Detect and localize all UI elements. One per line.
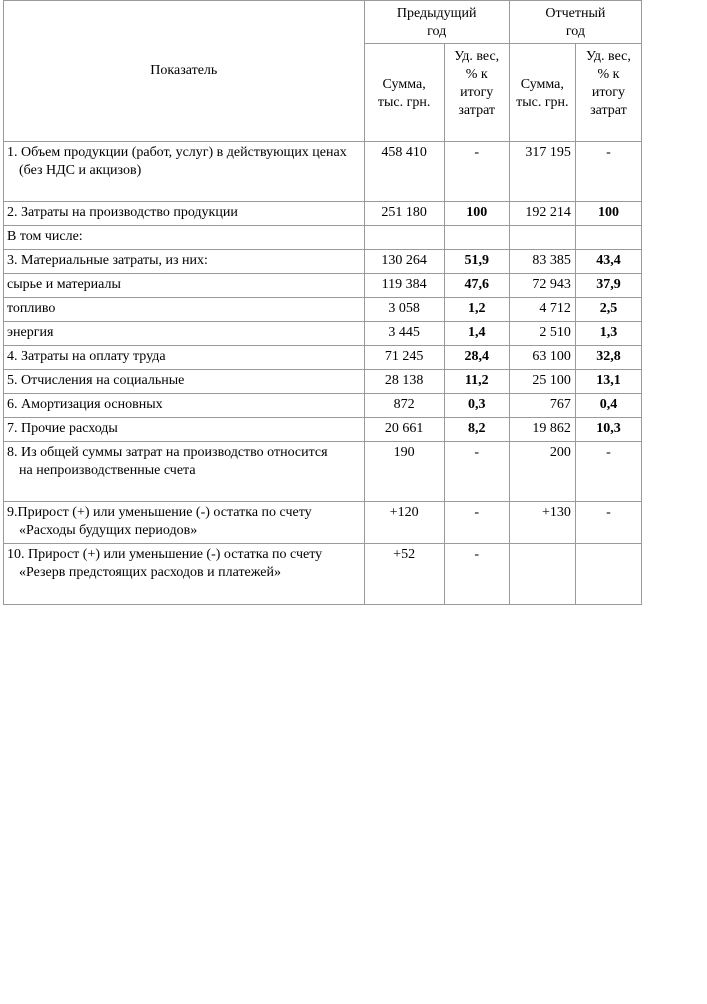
row-indicator-line: 6. Амортизация основных [7,397,163,412]
header-prev-weight-text: Уд. вес, % к итогу затрат [454,49,500,118]
header-prev-year [364,1,509,44]
row-cur-weight: 13,1 [575,370,641,394]
row-indicator-line: энергия [7,325,54,340]
row-prev-sum: 458 410 [364,142,444,202]
table-row [4,370,642,394]
table-row [4,322,642,346]
row-cur-sum: 25 100 [509,370,575,394]
row-cur-sum: 317 195 [509,142,575,202]
row-indicator [4,322,365,346]
row-prev-sum: 872 [364,394,444,418]
row-cur-weight: 100 [575,202,641,226]
row-prev-weight: 1,2 [444,298,509,322]
row-prev-sum: 20 661 [364,418,444,442]
row-indicator [4,394,365,418]
row-cur-weight: - [575,502,641,544]
row-indicator-line: 3. Материальные затраты, из них: [7,253,208,268]
row-indicator-line: 8. Из общей суммы затрат на производство относится [7,445,328,460]
row-cur-weight: 43,4 [575,250,641,274]
row-prev-weight: 100 [444,202,509,226]
row-indicator-line: 9.Прирост (+) или уменьшение (-) остатка по счету [7,505,312,520]
row-cur-weight: 32,8 [575,346,641,370]
table-row [4,442,642,502]
row-indicator-line: сырье и материалы [7,277,121,292]
header-prev-sum-text: Сумма, тыс. грн. [377,76,431,110]
table-row [4,274,642,298]
row-cur-sum [509,226,575,250]
row-prev-sum: 28 138 [364,370,444,394]
row-indicator-line: «Резерв предстоящих расходов и платежей» [19,565,281,580]
table-row [4,394,642,418]
row-prev-sum: 190 [364,442,444,502]
row-prev-weight: 51,9 [444,250,509,274]
row-prev-weight: 11,2 [444,370,509,394]
header-cur-weight-text: Уд. вес, % к итогу затрат [585,49,631,118]
row-cur-weight: - [575,142,641,202]
row-cur-sum: 63 100 [509,346,575,370]
row-indicator [4,370,365,394]
row-indicator-line: 7. Прочие расходы [7,421,118,436]
row-cur-weight: 37,9 [575,274,641,298]
row-cur-sum: 72 943 [509,274,575,298]
header-prev-weight [444,44,509,142]
row-indicator [4,298,365,322]
row-cur-sum [509,544,575,605]
table-row [4,202,642,226]
row-indicator [4,544,365,605]
row-cur-weight [575,544,641,605]
row-cur-weight: 0,4 [575,394,641,418]
row-prev-sum [364,226,444,250]
row-indicator-line: «Расходы будущих периодов» [19,523,198,538]
row-indicator-line: топливо [7,301,56,316]
row-cur-weight [575,226,641,250]
row-prev-weight: 47,6 [444,274,509,298]
header-report-year-text: Отчетный год [545,6,606,39]
row-indicator [4,202,365,226]
row-prev-sum: 130 264 [364,250,444,274]
header-cur-weight [575,44,641,142]
row-indicator [4,142,365,202]
table-row [4,250,642,274]
row-indicator-line: 5. Отчисления на социальные [7,373,185,388]
row-prev-sum: 71 245 [364,346,444,370]
table-row [4,142,642,202]
table-row [4,418,642,442]
header-prev-year-text: Предыдущий год [396,6,477,39]
table-row [4,544,642,605]
row-prev-weight: 8,2 [444,418,509,442]
row-indicator [4,442,365,502]
row-prev-sum: 119 384 [364,274,444,298]
row-prev-weight: - [444,142,509,202]
header-row-1 [4,1,642,44]
row-indicator-line: 2. Затраты на производство продукции [7,205,238,220]
row-indicator [4,250,365,274]
header-cur-sum [509,44,575,142]
header-prev-sum [364,44,444,142]
row-indicator [4,226,365,250]
row-cur-sum: 83 385 [509,250,575,274]
cost-structure-table [3,0,642,605]
row-prev-weight: 1,4 [444,322,509,346]
row-prev-weight: - [444,502,509,544]
table-row [4,346,642,370]
row-indicator [4,502,365,544]
row-prev-weight: - [444,544,509,605]
row-indicator-line: (без НДС и акцизов) [19,163,142,178]
row-cur-sum: 192 214 [509,202,575,226]
row-cur-weight: 2,5 [575,298,641,322]
row-prev-sum: 3 058 [364,298,444,322]
row-prev-weight: 28,4 [444,346,509,370]
row-indicator-line: В том числе: [7,229,83,244]
row-indicator-line: 10. Прирост (+) или уменьшение (-) остатка по счету [7,547,323,562]
row-indicator-line: 1. Объем продукции (работ, услуг) в действующих ценах [7,145,347,160]
row-cur-weight: 1,3 [575,322,641,346]
row-cur-sum: 200 [509,442,575,502]
row-cur-sum: 4 712 [509,298,575,322]
row-indicator-line: на непроизводственные счета [19,463,196,478]
table-row [4,298,642,322]
row-prev-weight: 0,3 [444,394,509,418]
header-indicator: Показатель [4,1,365,142]
row-cur-sum: +130 [509,502,575,544]
table-row [4,226,642,250]
row-indicator [4,418,365,442]
header-report-year [509,1,641,44]
header-cur-sum-text: Сумма, тыс. грн. [516,76,569,110]
row-prev-weight: - [444,442,509,502]
row-prev-sum: 251 180 [364,202,444,226]
row-prev-sum: +52 [364,544,444,605]
row-cur-weight: - [575,442,641,502]
row-prev-weight [444,226,509,250]
row-cur-sum: 2 510 [509,322,575,346]
row-indicator [4,274,365,298]
row-prev-sum: +120 [364,502,444,544]
row-cur-weight: 10,3 [575,418,641,442]
row-cur-sum: 767 [509,394,575,418]
row-cur-sum: 19 862 [509,418,575,442]
row-indicator [4,346,365,370]
table-row [4,502,642,544]
row-prev-sum: 3 445 [364,322,444,346]
row-indicator-line: 4. Затраты на оплату труда [7,349,166,364]
